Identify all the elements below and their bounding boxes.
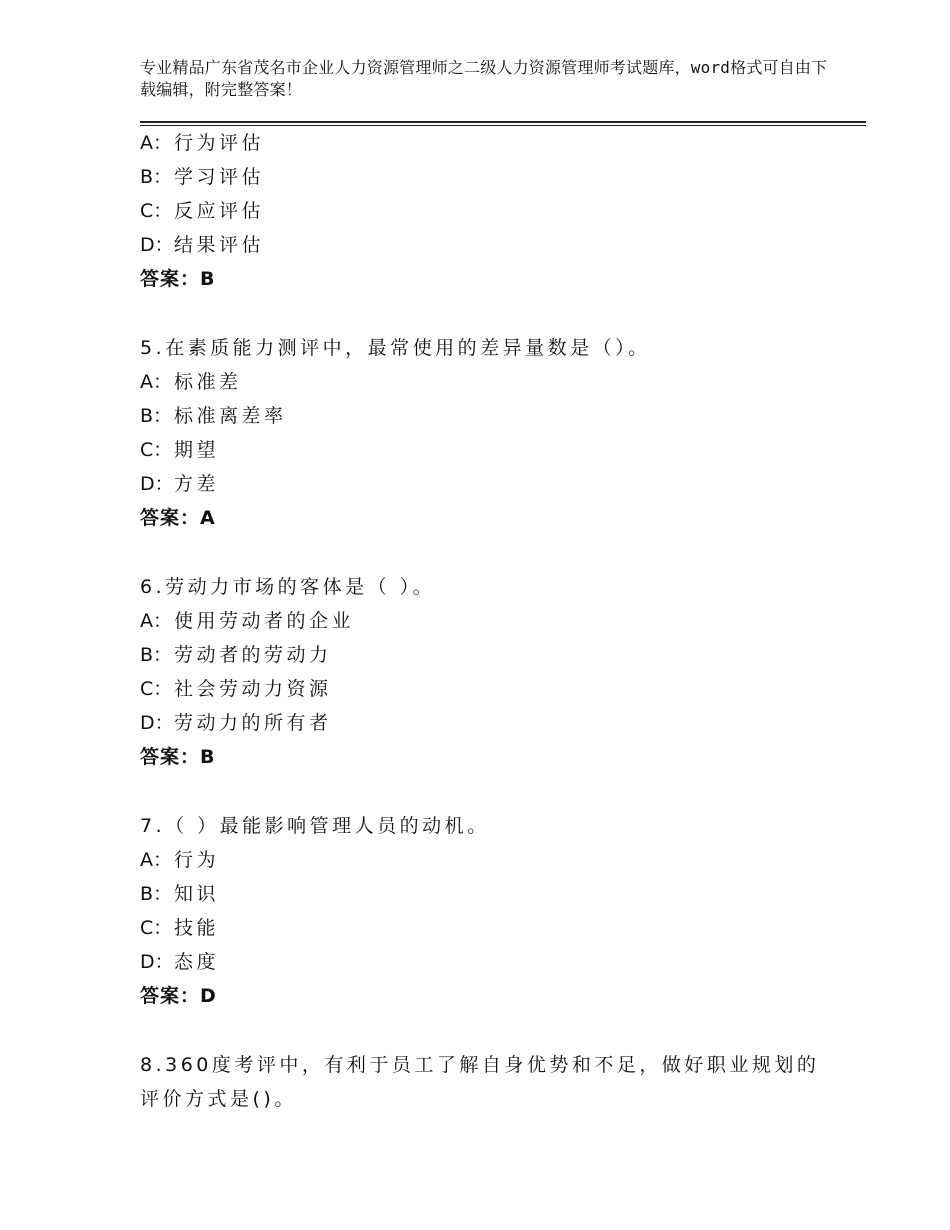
question-stem: 8.360度考评中，有利于员工了解自身优势和不足，做好职业规划的评价方式是()。	[140, 1054, 820, 1110]
option-letter: A：	[140, 371, 172, 393]
question-stem: 7.（ ）最能影响管理人员的动机。	[140, 815, 490, 837]
option-d	[140, 706, 860, 740]
option-letter: B：	[140, 883, 173, 905]
option-letter: C：	[140, 917, 173, 939]
option-text: 态度	[174, 951, 220, 973]
option-c	[140, 672, 860, 706]
option-text: 社会劳动力资源	[174, 678, 332, 700]
spacer	[140, 296, 860, 331]
option-a	[140, 843, 860, 877]
option-c	[140, 433, 860, 467]
option-letter: D：	[140, 234, 174, 256]
option-a	[140, 604, 860, 638]
option-b	[140, 877, 860, 911]
option-letter: C：	[140, 678, 173, 700]
document-header	[140, 57, 840, 101]
option-text: 结果评估	[174, 234, 265, 256]
option-a	[140, 126, 860, 160]
question-7	[140, 809, 860, 1013]
question-8	[140, 1048, 820, 1116]
option-letter: A：	[140, 610, 172, 632]
option-letter: B：	[140, 405, 173, 427]
option-letter: B：	[140, 644, 173, 666]
spacer	[140, 774, 860, 809]
option-text: 使用劳动者的企业	[174, 610, 355, 632]
option-text: 知识	[174, 883, 220, 905]
option-letter: B：	[140, 166, 173, 188]
option-b	[140, 638, 860, 672]
header-divider-thick	[140, 121, 866, 123]
question-6	[140, 570, 860, 774]
option-text: 标准差	[174, 371, 242, 393]
question-stem: 6.劳动力市场的客体是（ ）。	[140, 576, 436, 598]
option-text: 学习评估	[174, 166, 265, 188]
option-text: 方差	[174, 473, 220, 495]
question-4-partial	[140, 126, 860, 296]
option-text: 技能	[174, 917, 220, 939]
option-a	[140, 365, 860, 399]
option-letter: D：	[140, 473, 174, 495]
question-5	[140, 331, 860, 535]
document-title: 专业精品广东省茂名市企业人力资源管理师之二级人力资源管理师考试题库，word格式可自由下载编辑，附完整答案！	[140, 58, 828, 99]
option-d	[140, 228, 860, 262]
option-c	[140, 911, 860, 945]
option-text: 反应评估	[174, 200, 265, 222]
answer-line: 答案：B	[140, 268, 216, 290]
spacer	[140, 1013, 860, 1048]
option-text: 劳动者的劳动力	[174, 644, 332, 666]
option-text: 行为	[174, 849, 220, 871]
spacer	[140, 535, 860, 570]
option-text: 劳动力的所有者	[174, 712, 332, 734]
option-letter: A：	[140, 849, 172, 871]
option-text: 标准离差率	[174, 405, 287, 427]
option-text: 期望	[174, 439, 220, 461]
question-stem: 5.在素质能力测评中，最常使用的差异量数是（）。	[140, 337, 651, 359]
option-letter: C：	[140, 200, 173, 222]
option-letter: A：	[140, 132, 172, 154]
option-b	[140, 160, 860, 194]
option-c	[140, 194, 860, 228]
option-b	[140, 399, 860, 433]
option-d	[140, 467, 860, 501]
question-list	[140, 126, 860, 1116]
option-text: 行为评估	[174, 132, 265, 154]
option-letter: D：	[140, 951, 174, 973]
answer-line: 答案：A	[140, 507, 216, 529]
option-letter: C：	[140, 439, 173, 461]
option-letter: D：	[140, 712, 174, 734]
option-d	[140, 945, 860, 979]
answer-line: 答案：D	[140, 985, 217, 1007]
answer-line: 答案：B	[140, 746, 216, 768]
